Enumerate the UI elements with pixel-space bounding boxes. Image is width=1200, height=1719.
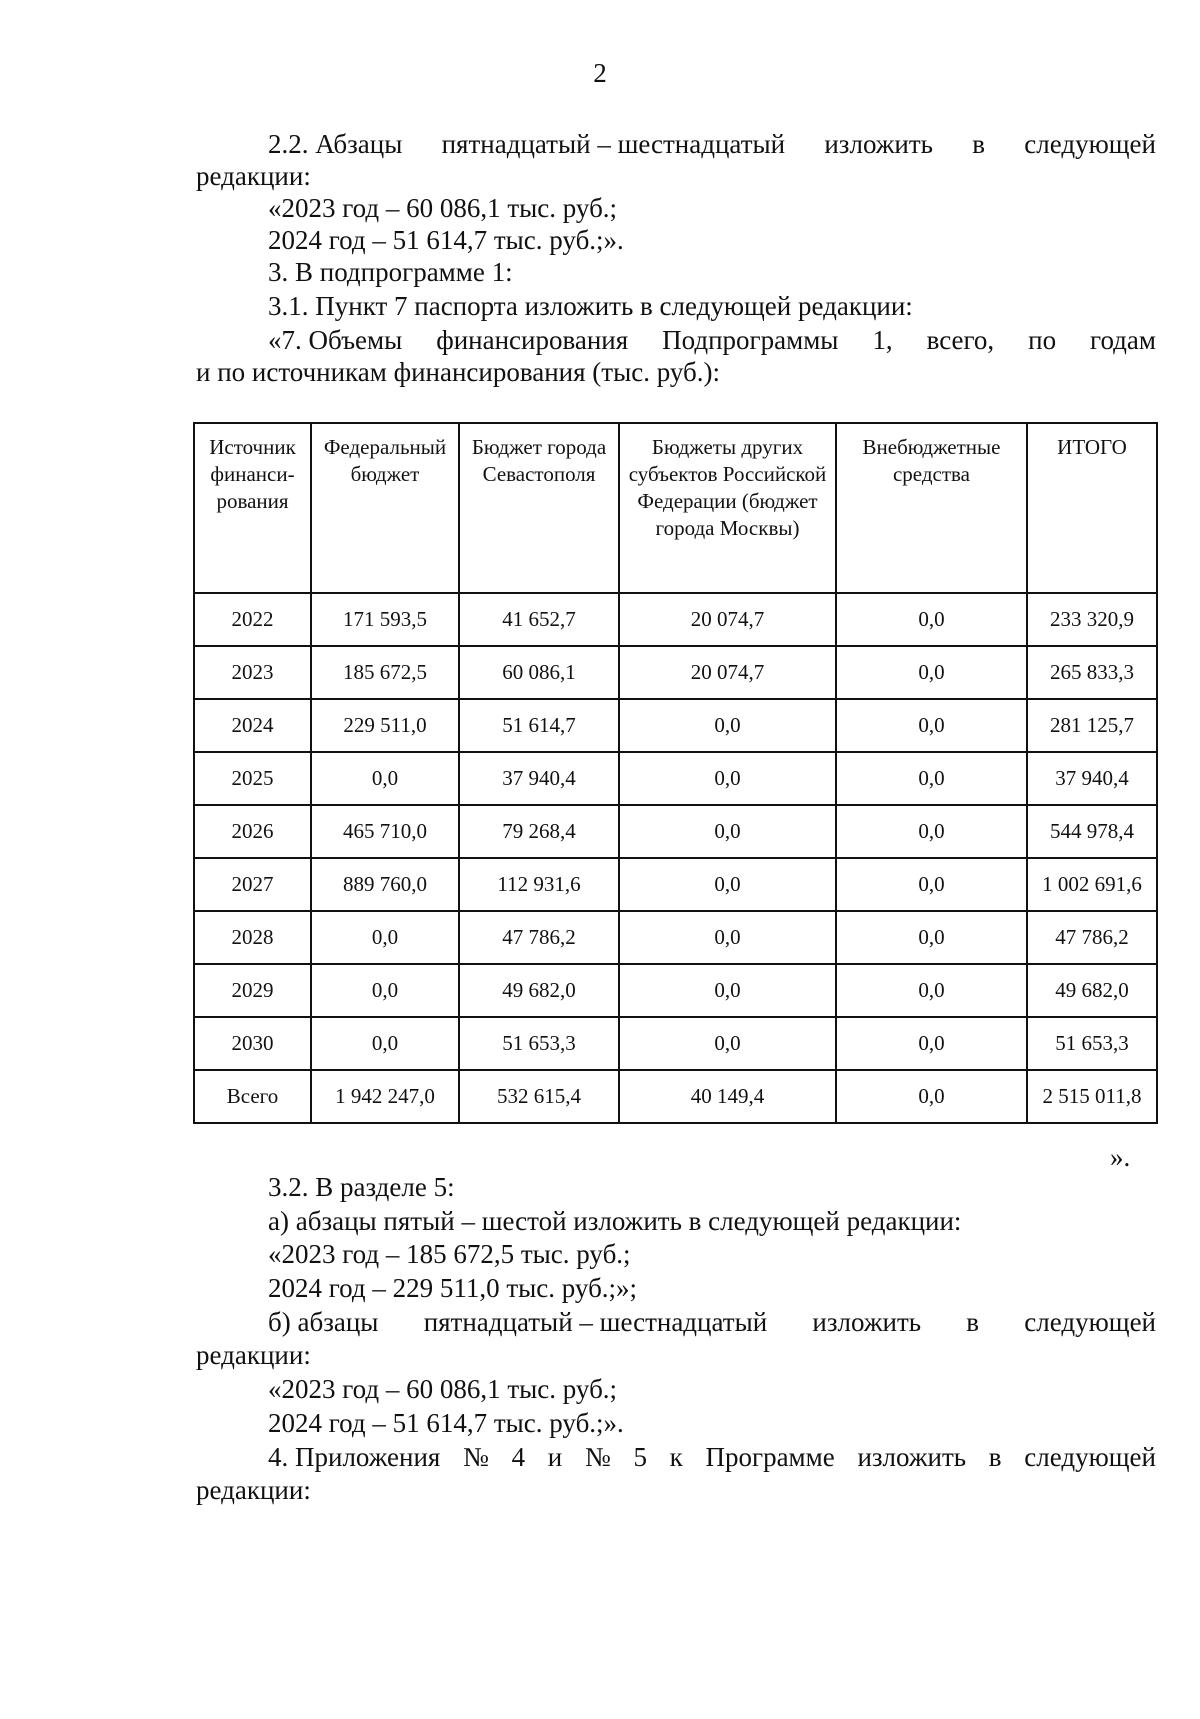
table-row (194, 752, 1157, 805)
financing-table (193, 422, 1158, 1124)
word: и (547, 1442, 563, 1472)
cell-other-subjects: 20 074,7 (619, 646, 836, 699)
cell-federal: 185 672,5 (311, 646, 459, 699)
word: следующей (1024, 1307, 1156, 1337)
cell-other-subjects: 20 074,7 (619, 593, 836, 646)
word: пятнадцатый – шестнадцатый (423, 1307, 768, 1337)
cell-year: 2024 (194, 699, 311, 752)
item-7-cont: и по источникам финансирования (тыс. руб.): (196, 357, 720, 387)
table-row (194, 699, 1157, 752)
cell-total: 281 125,7 (1027, 699, 1157, 752)
cell-extrabudget: 0,0 (836, 752, 1027, 805)
table-row (194, 646, 1157, 699)
cell-year: 2025 (194, 752, 311, 805)
cell-total: 51 653,3 (1027, 1017, 1157, 1070)
word: финансирования (436, 325, 629, 355)
cell-year: 2030 (194, 1017, 311, 1070)
cell-year: 2022 (194, 593, 311, 646)
table-row (194, 964, 1157, 1017)
word: 1, (872, 325, 893, 355)
word: № (584, 1442, 611, 1472)
word: б) абзацы (268, 1307, 379, 1337)
word: следующей (1024, 1442, 1156, 1472)
cell-sevastopol: 51 614,7 (459, 699, 619, 752)
word: к (669, 1442, 683, 1472)
cell-sevastopol: 51 653,3 (459, 1017, 619, 1070)
word: № (463, 1442, 489, 1472)
item-3: 3. В подпрограмме 1: (268, 257, 513, 287)
table-row (194, 1070, 1157, 1123)
word: изложить (857, 1442, 967, 1472)
word: в (988, 1442, 1002, 1472)
cell-federal: 229 511,0 (311, 699, 459, 752)
word: Программе (705, 1442, 835, 1472)
table-row (194, 1017, 1157, 1070)
cell-federal: 1 942 247,0 (311, 1070, 459, 1123)
word: «7. Объемы (268, 325, 403, 355)
cell-extrabudget: 0,0 (836, 805, 1027, 858)
word: изложить (824, 129, 933, 159)
cell-extrabudget: 0,0 (836, 964, 1027, 1017)
cell-other-subjects: 0,0 (619, 911, 836, 964)
item-4-cont: редакции: (196, 1475, 311, 1505)
table-row (194, 858, 1157, 911)
header-federal: Федеральный бюджет (311, 423, 459, 593)
cell-extrabudget: 0,0 (836, 699, 1027, 752)
quote-a-2024: 2024 год – 229 511,0 тыс. руб.;»; (268, 1273, 638, 1303)
table-header-row (194, 423, 1157, 593)
word: в (966, 1307, 980, 1337)
table-row (194, 805, 1157, 858)
cell-year: 2028 (194, 911, 311, 964)
item-3-2: 3.2. В разделе 5: (268, 1172, 455, 1202)
cell-other-subjects: 0,0 (619, 699, 836, 752)
cell-year: Всего (194, 1070, 311, 1123)
cell-sevastopol: 47 786,2 (459, 911, 619, 964)
cell-total: 2 515 011,8 (1027, 1070, 1157, 1123)
quote-b-2023: «2023 год – 60 086,1 тыс. руб.; (268, 1374, 618, 1404)
cell-sevastopol: 37 940,4 (459, 752, 619, 805)
cell-sevastopol: 60 086,1 (459, 646, 619, 699)
cell-federal: 0,0 (311, 964, 459, 1017)
word: годам (1090, 325, 1156, 355)
word: пятнадцатый – шестнадцатый (441, 129, 786, 159)
cell-other-subjects: 0,0 (619, 1017, 836, 1070)
cell-total: 47 786,2 (1027, 911, 1157, 964)
word: 4. Приложения (268, 1442, 441, 1472)
cell-extrabudget: 0,0 (836, 911, 1027, 964)
header-total: ИТОГО (1027, 423, 1157, 593)
cell-federal: 465 710,0 (311, 805, 459, 858)
cell-year: 2023 (194, 646, 311, 699)
cell-extrabudget: 0,0 (836, 1017, 1027, 1070)
header-other-subjects: Бюджеты других субъектов Российской Федерации (бюджет города Москвы) (619, 423, 836, 593)
cell-other-subjects: 0,0 (619, 752, 836, 805)
page-number: 2 (593, 58, 607, 88)
cell-extrabudget: 0,0 (836, 593, 1027, 646)
cell-other-subjects: 40 149,4 (619, 1070, 836, 1123)
item-b-line (268, 1306, 1156, 1338)
cell-sevastopol: 41 652,7 (459, 593, 619, 646)
table-row (194, 911, 1157, 964)
cell-extrabudget: 0,0 (836, 646, 1027, 699)
cell-federal: 171 593,5 (311, 593, 459, 646)
cell-federal: 889 760,0 (311, 858, 459, 911)
cell-total: 265 833,3 (1027, 646, 1157, 699)
cell-federal: 0,0 (311, 752, 459, 805)
header-extrabudget: Внебюджетные средства (836, 423, 1027, 593)
cell-extrabudget: 0,0 (836, 858, 1027, 911)
cell-sevastopol: 49 682,0 (459, 964, 619, 1017)
cell-total: 544 978,4 (1027, 805, 1157, 858)
paragraph-2-2-line (268, 128, 1156, 160)
word: изложить (812, 1307, 922, 1337)
cell-year: 2027 (194, 858, 311, 911)
paragraph-2-2-cont: редакции: (196, 161, 311, 191)
cell-federal: 0,0 (311, 911, 459, 964)
word: 5 (633, 1442, 647, 1472)
word: в (972, 129, 985, 159)
quote-a-2023: «2023 год – 185 672,5 тыс. руб.; (268, 1239, 631, 1269)
cell-other-subjects: 0,0 (619, 805, 836, 858)
cell-total: 49 682,0 (1027, 964, 1157, 1017)
header-sevastopol: Бюджет города Севастополя (459, 423, 619, 593)
cell-federal: 0,0 (311, 1017, 459, 1070)
item-4-line (268, 1441, 1156, 1473)
word: всего, (926, 325, 995, 355)
closing-quote: ». (1110, 1142, 1131, 1172)
word: 4 (511, 1442, 526, 1472)
word: Подпрограммы (662, 325, 839, 355)
table-row (194, 593, 1157, 646)
item-b-cont: редакции: (196, 1340, 311, 1370)
item-a: а) абзацы пятый – шестой изложить в следующей редакции: (268, 1206, 962, 1236)
cell-year: 2026 (194, 805, 311, 858)
item-7-line (268, 324, 1156, 356)
cell-extrabudget: 0,0 (836, 1070, 1027, 1123)
quote-b-2024: 2024 год – 51 614,7 тыс. руб.;». (268, 1408, 624, 1438)
cell-total: 1 002 691,6 (1027, 858, 1157, 911)
cell-total: 37 940,4 (1027, 752, 1157, 805)
item-3-1: 3.1. Пункт 7 паспорта изложить в следующей редакции: (268, 291, 913, 321)
quote-2024: 2024 год – 51 614,7 тыс. руб.;». (268, 225, 624, 255)
word: следующей (1024, 129, 1156, 159)
word: по (1028, 325, 1057, 355)
quote-2023: «2023 год – 60 086,1 тыс. руб.; (268, 193, 618, 223)
cell-year: 2029 (194, 964, 311, 1017)
cell-sevastopol: 79 268,4 (459, 805, 619, 858)
cell-sevastopol: 532 615,4 (459, 1070, 619, 1123)
header-source: Источник финанси-рования (194, 423, 311, 593)
cell-other-subjects: 0,0 (619, 964, 836, 1017)
cell-total: 233 320,9 (1027, 593, 1157, 646)
word: 2.2. Абзацы (268, 129, 403, 159)
cell-sevastopol: 112 931,6 (459, 858, 619, 911)
cell-other-subjects: 0,0 (619, 858, 836, 911)
